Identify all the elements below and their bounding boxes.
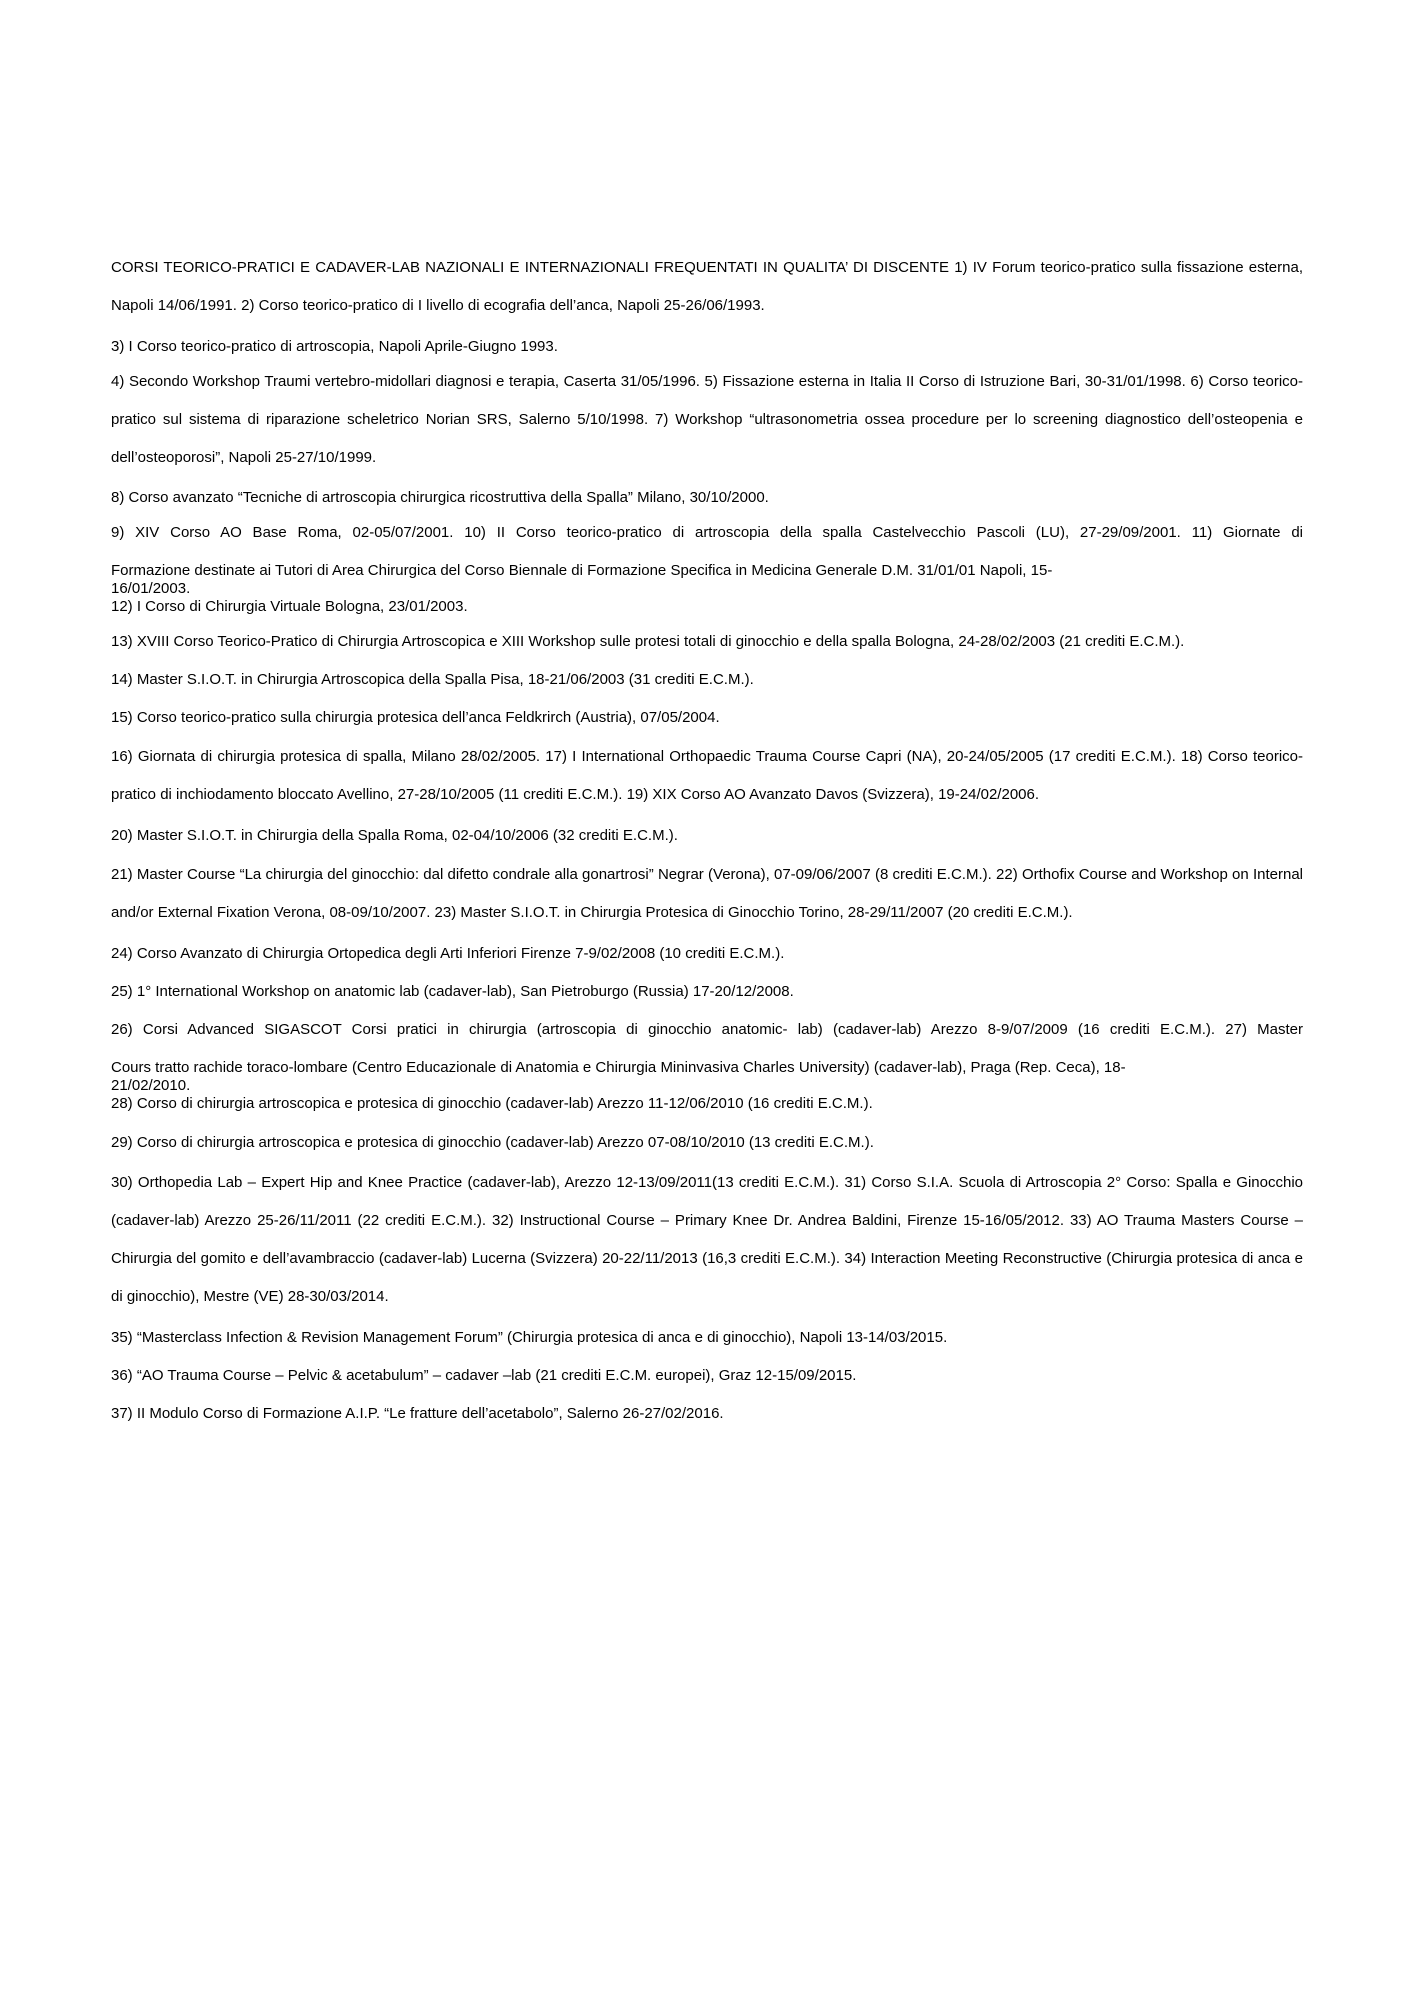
paragraph-course-13: 13) XVIII Corso Teorico-Pratico di Chirurgia Artroscopica e XIII Workshop sulle protesi totali di ginocchio e della spalla Bologna, 24-28/02/2003 (21 crediti E.C.M.). xyxy=(111,633,1185,650)
paragraph-courses-9-11: 9) XIV Corso AO Base Roma, 02-05/07/2001. 10) II Corso teorico-pratico di artroscopia della spalla Castelvecchio Pascoli (LU), 27-29/09/2001. 11) Giornate di xyxy=(111,524,1303,541)
paragraph-heading-courses-1-2: CORSI TEORICO-PRATICI E CADAVER-LAB NAZIONALI E INTERNAZIONALI FREQUENTATI IN QUALITA’ DI DISCENTE 1) IV Forum teorico-pratico sulla fissazione esterna, Napoli 14/06/1991. 2) Corso teorico-pratico di I livello di ecografia dell’anca, Napoli 25-26/06/1993. xyxy=(111,259,1303,314)
paragraph-course-27-continued: Cours tratto rachide toraco-lombare (Centro Educazionale di Anatomia e Chirurgia Mininvasiva Charles University) (cadaver-lab), Praga (Rep. Ceca), 18- xyxy=(111,1059,1126,1076)
paragraph-course-14: 14) Master S.I.O.T. in Chirurgia Artroscopica della Spalla Pisa, 18-21/06/2003 (31 crediti E.C.M.). xyxy=(111,671,754,688)
paragraph-course-12: 12) I Corso di Chirurgia Virtuale Bologna, 23/01/2003. xyxy=(111,598,468,615)
paragraph-course-25: 25) 1° International Workshop on anatomic lab (cadaver-lab), San Pietroburgo (Russia) 17-20/12/2008. xyxy=(111,983,794,1000)
paragraph-courses-21-23: 21) Master Course “La chirurgia del ginocchio: dal difetto condrale alla gonartrosi” Negrar (Verona), 07-09/06/2007 (8 crediti E.C.M.). 22) Orthofix Course and Workshop on Internal and/or External Fixation Verona, 08-09/10/2007. 23) Master S.I.O.T. in Chirurgia Protesica di Ginocchio Torino, 28-29/11/2007 (20 crediti E.C.M.). xyxy=(111,866,1303,921)
paragraph-course-11-date: 16/01/2003. xyxy=(111,580,191,597)
paragraph-course-28: 28) Corso di chirurgia artroscopica e protesica di ginocchio (cadaver-lab) Arezzo 11-12/06/2010 (16 crediti E.C.M.). xyxy=(111,1095,873,1112)
paragraph-course-36: 36) “AO Trauma Course – Pelvic & acetabulum” – cadaver –lab (21 crediti E.C.M. europei), Graz 12-15/09/2015. xyxy=(111,1367,857,1384)
paragraph-courses-30-34: 30) Orthopedia Lab – Expert Hip and Knee Practice (cadaver-lab), Arezzo 12-13/09/2011(13 crediti E.C.M.). 31) Corso S.I.A. Scuola di Artroscopia 2° Corso: Spalla e Ginocchio (cadaver-lab) Arezzo 25-26/11/2011 (22 crediti E.C.M.). 32) Instructional Course – Primary Knee Dr. Andrea Baldini, Firenze 15-16/05/2012. 33) AO Trauma Masters Course – Chirurgia del gomito e dell’avambraccio (cadaver-lab) Lucerna (Svizzera) 20-22/11/2013 (16,3 crediti E.C.M.). 34) Interaction Meeting Reconstructive (Chirurgia protesica di anca e di ginocchio), Mestre (VE) 28-30/03/2014. xyxy=(111,1174,1303,1305)
course-list xyxy=(111,249,1303,1423)
paragraph-course-3: 3) I Corso teorico-pratico di artroscopia, Napoli Aprile-Giugno 1993. xyxy=(111,338,558,355)
paragraph-course-35: 35) “Masterclass Infection & Revision Management Forum” (Chirurgia protesica di anca e di ginocchio), Napoli 13-14/03/2015. xyxy=(111,1329,948,1346)
paragraph-course-8: 8) Corso avanzato “Tecniche di artroscopia chirurgica ricostruttiva della Spalla” Milano, 30/10/2000. xyxy=(111,489,769,506)
paragraph-course-37: 37) II Modulo Corso di Formazione A.I.P. “Le fratture dell’acetabolo”, Salerno 26-27/02/2016. xyxy=(111,1405,724,1422)
paragraph-course-15: 15) Corso teorico-pratico sulla chirurgia protesica dell’anca Feldkrirch (Austria), 07/05/2004. xyxy=(111,709,720,726)
paragraph-course-24: 24) Corso Avanzato di Chirurgia Ortopedica degli Arti Inferiori Firenze 7-9/02/2008 (10 crediti E.C.M.). xyxy=(111,945,785,962)
paragraph-course-11-continued: Formazione destinate ai Tutori di Area Chirurgica del Corso Biennale di Formazione Specifica in Medicina Generale D.M. 31/01/01 Napoli, 15- xyxy=(111,562,1053,579)
paragraph-courses-4-7: 4) Secondo Workshop Traumi vertebro-midollari diagnosi e terapia, Caserta 31/05/1996. 5) Fissazione esterna in Italia II Corso di Istruzione Bari, 30-31/01/1998. 6) Corso teorico-pratico sul sistema di riparazione scheletrico Norian SRS, Salerno 5/10/1998. 7) Workshop “ultrasonometria ossea procedure per lo screening diagnostico dell’osteopenia e dell’osteoporosi”, Napoli 25-27/10/1999. xyxy=(111,373,1303,466)
paragraph-course-29: 29) Corso di chirurgia artroscopica e protesica di ginocchio (cadaver-lab) Arezzo 07-08/10/2010 (13 crediti E.C.M.). xyxy=(111,1134,874,1151)
paragraph-courses-16-19: 16) Giornata di chirurgia protesica di spalla, Milano 28/02/2005. 17) I International Orthopaedic Trauma Course Capri (NA), 20-24/05/2005 (17 crediti E.C.M.). 18) Corso teorico-pratico di inchiodamento bloccato Avellino, 27-28/10/2005 (11 crediti E.C.M.). 19) XIX Corso AO Avanzato Davos (Svizzera), 19-24/02/2006. xyxy=(111,748,1303,803)
paragraph-course-27-date: 21/02/2010. xyxy=(111,1077,191,1094)
paragraph-courses-26-27: 26) Corsi Advanced SIGASCOT Corsi pratici in chirurgia (artroscopia di ginocchio anatomic- lab) (cadaver-lab) Arezzo 8-9/07/2009 (16 crediti E.C.M.). 27) Master xyxy=(111,1021,1303,1038)
paragraph-course-20: 20) Master S.I.O.T. in Chirurgia della Spalla Roma, 02-04/10/2006 (32 crediti E.C.M.). xyxy=(111,827,678,844)
